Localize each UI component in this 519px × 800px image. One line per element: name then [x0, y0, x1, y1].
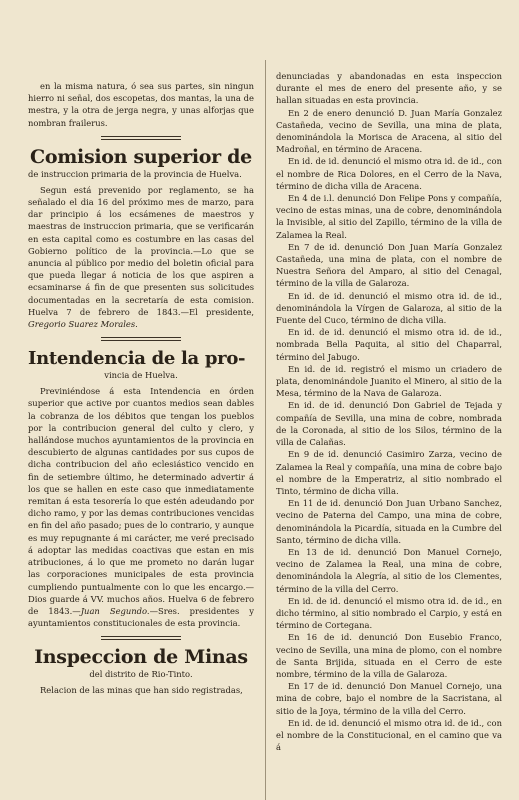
mine-registration-entry: En id. de id. denunció el mismo otra id. de id., denominándola la Vírgen de Galaroza, al sitio de la Fuente del Cuco, término de dicha villa. [276, 290, 502, 326]
mine-registrations-list [276, 70, 502, 753]
intro-text: en la misma natura, ó sea sus partes, sin ningun hierro ni señal, dos escopetas, dos mantas, la una de mestra, y la otra de jerga negra, y unas alforjas que nombran frailerus. [28, 81, 254, 128]
section-divider [101, 136, 181, 140]
minas-body: Relacion de las minas que han sido registradas, [40, 685, 243, 696]
section-title-minas: Inspeccion de Minas [34, 646, 248, 669]
section-title-intendencia: Intendencia de la pro- [28, 348, 246, 370]
mine-registration-entry: En id. de id. denunció el mismo otra id. de id., con el nombre de la Constitucional, en el camino que va á [276, 717, 502, 753]
mine-registration-entry: En 4 de i.l. denunció Don Felipe Pons y compañía, vecino de estas minas, una de cobre, denominándola la Invisible, al sitio del Zapillo, término de la villa de Zalamea la Real. [276, 193, 502, 240]
mine-registration-entry: En 9 de id. denunció Casimiro Zarza, vecino de Zalamea la Real y compañía, una mina de cobre bajo el nombre de la Emperatriz, al sitio nombrado el Tinto, término de dicha villa. [276, 449, 502, 496]
section-subtitle-comision: de instruccion primaria de la provincia de Huelva. [28, 168, 242, 179]
section-subtitle-minas: del distrito de Rio-Tinto. [89, 669, 193, 680]
intendencia-body [28, 385, 254, 629]
mine-registration-entry: En id. de id. registró el mismo un criadero de plata, denominándole Juanito el Minero, al sitio de la Mesa, término de la Nava de Galaroza. [276, 363, 502, 399]
mine-registration-entry: En 13 de id. denunció Don Manuel Cornejo, vecino de Zalamea la Real, una mina de cobre, denominándola la Alegría, al sitio de los Clementes, término de la villa del Cerro. [276, 546, 502, 594]
mine-registration-entry: En 7 de id. denunció Don Juan María Gonzalez Castañeda, una mina de plata, con el nombre de Nuestra Señora del Amparo, al sitio del Cenagal, término de la villa de Galaroza. [276, 241, 502, 289]
section-divider [101, 636, 181, 640]
mine-registration-entry: En 2 de enero denunció D. Juan María Gonzalez Castañeda, vecino de Sevilla, una mina de plata, denominándola la Morisca de Aracena, al sitio del Madroñal, en término de Aracena. [276, 107, 502, 155]
right-column [276, 0, 502, 753]
comision-body-text: Segun está prevenido por reglamento, se ha señalado el dia 16 del próximo mes de marzo, para dar principio á los ecsámenes de maestros y maestras de instruccion primaria, que se verificarán en esta capital como es costumbre en las casas del Gobierno político de la provincia.—Lo que se anuncia al público por medio del boletin oficial para que pueda llegar á noticia de los que aspiren a ecsaminarse á fin de que presenten sus solicitudes documentadas en la secretaría de esta comision. Huelva 7 de febrero de 1843.—El presidente, [28, 184, 254, 317]
comision-body [28, 184, 254, 330]
section-divider [101, 337, 181, 341]
section-title-comision: Comision superior de [30, 145, 252, 168]
intendencia-closing: —Sres. presidentes y ayuntamientos constitucionales de esta provincia. [28, 605, 254, 629]
mine-registration-entry: En id. de id. denunció el mismo otra id. de id., con el nombre de Rica Dolores, en el Cerro de la Nava, término de dicha villa de Aracena. [276, 156, 502, 191]
section-subtitle-intendencia: vincia de Huelva. [104, 370, 178, 381]
column-divider [265, 60, 266, 800]
mine-registration-entry: En 11 de id. denunció Don Juan Urbano Sanchez, vecino de Paterna del Campo, una mina de cobre, denominándola la Picardía, situada en la Cumbre del Santo, término de dicha villa. [276, 498, 502, 545]
mine-registration-entry: En 17 de id. denunció Don Manuel Cornejo, una mina de cobre, bajo el nombre de la Sacristana, al sitio de la Joya, término de la villa del Cerro. [276, 681, 502, 716]
mine-registration-entry: En id. de id. denunció el mismo otra id. de id., en dicho término, al sitio nombrado el Carpio, y está en término de Cortegana. [276, 595, 502, 631]
left-column [28, 0, 254, 697]
mine-registration-entry: En 16 de id. denunció Don Eusebio Franco, vecino de Sevilla, una mina de plomo, con el nombre de Santa Brijida, situada en el Cerro de este nombre, término de la villa de Galaroza. [276, 632, 502, 679]
mine-registration-entry: denunciadas y abandonadas en esta inspeccion durante el mes de enero del presente año, y se hallan situadas en esta provincia. [276, 71, 502, 106]
mine-registration-entry: En id. de id. denunció el mismo otra id. de id., nombrada Bella Paquita, al sitio del Chaparral, término del Jabugo. [276, 327, 502, 362]
comision-signature: Gregorio Suarez Morales. [28, 319, 138, 330]
intendencia-body-text: Previniéndose á esta Intendencia en órden superior que active por cuantos medios sean dables la cobranza de los débitos que tengan los pueblos por la contribucion general del culto y clero, y hallándose muchos ayuntamientos de la provincia en descubierto de algunas cantidades por sus cupos de dicha contribucion del año eclesiástico vencido en fin de setiembre último, he determinado advertir á los que se hallen en este caso que inmediatamente remitan á esta tesorería lo que estén adeudando por dicho ramo, y por las demas contribuciones vencidas en fin del año pasado; pues de lo contrario, y aunque es muy repugnante á mi carácter, me veré precisado á adoptar las medidas coactivas que estan en mis atribuciones, á lo que me prometo no darán lugar las corporaciones municipales de esta provincia cumpliendo puntualmente con lo que les encargo.—Dios guarde á VV. muchos años. Huelva 6 de febrero de 1843.— [28, 386, 254, 616]
mine-registration-entry: En id. de id. denunció Don Gabriel de Tejada y compañía de Sevilla, una mina de cobre, nombrada de la Coronada, al sitio de los Silos, término de la villa de Calañas. [276, 400, 502, 448]
intendencia-signature: Juan Segundo. [80, 605, 150, 616]
